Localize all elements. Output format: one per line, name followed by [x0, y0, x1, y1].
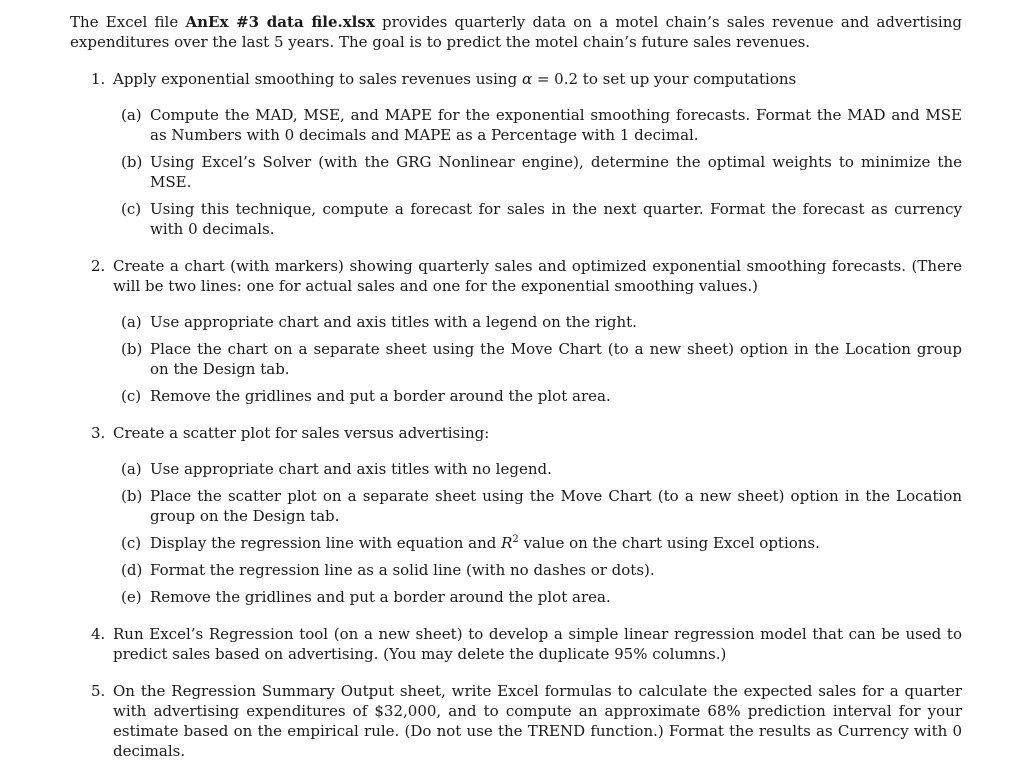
assignment-document	[70, 12, 962, 778]
subtask-text: Using this technique, compute a forecast for sales in the next quarter. Format the forecast as currency with 0 decimals.	[150, 200, 962, 238]
task-item-4	[70, 624, 962, 664]
task-text: Create a chart (with markers) showing quarterly sales and optimized exponential smoothing forecasts. (There will be two lines: one for actual sales and one for the exponential smoothing values.)	[113, 257, 962, 295]
subtask-text: Format the regression line as a solid line (with no dashes or dots).	[150, 561, 655, 579]
intro-paragraph	[70, 12, 962, 52]
task-text	[113, 69, 962, 89]
task-item-2	[70, 256, 962, 406]
r-squared-symbol: R	[501, 534, 513, 552]
subtask-letter: (a)	[121, 106, 142, 124]
subtask-item	[113, 587, 962, 607]
subtask-item	[113, 560, 962, 580]
task-number: 4.	[91, 625, 106, 643]
subtask-text: Use appropriate chart and axis titles with a legend on the right.	[150, 313, 637, 331]
subtask-item	[113, 312, 962, 332]
subtask-letter: (b)	[121, 153, 143, 171]
subtask-text: Using Excel’s Solver (with the GRG Nonlinear engine), determine the optimal weights to minimize the MSE.	[150, 153, 962, 191]
subtask-letter: (e)	[121, 588, 142, 606]
subtask-text: Place the chart on a separate sheet using the Move Chart (to a new sheet) option in the Location group on the Design tab.	[150, 340, 962, 378]
subtask-text-before: Display the regression line with equation and	[150, 534, 502, 552]
subtask-letter: (c)	[121, 534, 142, 552]
task-number: 1.	[91, 70, 106, 88]
task-number: 5.	[91, 682, 106, 700]
subtask-item	[113, 533, 962, 553]
task-item-1	[70, 69, 962, 239]
subtask-text: Use appropriate chart and axis titles with no legend.	[150, 460, 552, 478]
task-item-5	[70, 681, 962, 761]
task-text-after: = 0.2 to set up your computations	[532, 70, 797, 88]
subtask-item	[113, 339, 962, 379]
task-number: 3.	[91, 424, 106, 442]
subtask-item	[113, 486, 962, 526]
subtask-text-after: value on the chart using Excel options.	[518, 534, 820, 552]
subtask-list	[113, 459, 962, 607]
subtask-text: Place the scatter plot on a separate sheet using the Move Chart (to a new sheet) option in the Location group on the Design tab.	[150, 487, 962, 525]
task-text: Run Excel’s Regression tool (on a new sheet) to develop a simple linear regression model that can be used to predict sales based on advertising. (You may delete the duplicate 95% columns.)	[113, 625, 962, 663]
task-number: 2.	[91, 257, 106, 275]
task-item-3	[70, 423, 962, 607]
intro-text-before: The Excel file	[70, 13, 186, 31]
subtask-letter: (b)	[121, 487, 143, 505]
subtask-item	[113, 459, 962, 479]
subtask-text: Remove the gridlines and put a border around the plot area.	[150, 387, 611, 405]
subtask-item	[113, 105, 962, 145]
intro-text-after: provides quarterly data on a motel chain’s sales revenue and advertising expenditures over the last 5 years. The goal is to predict the motel chain’s future sales revenues.	[70, 13, 962, 51]
subtask-letter: (a)	[121, 313, 142, 331]
subtask-item	[113, 152, 962, 192]
subtask-letter: (c)	[121, 200, 142, 218]
subtask-letter: (c)	[121, 387, 142, 405]
subtask-list	[113, 312, 962, 406]
subtask-item	[113, 386, 962, 406]
subtask-text: Remove the gridlines and put a border around the plot area.	[150, 588, 611, 606]
subtask-letter: (b)	[121, 340, 143, 358]
subtask-letter: (d)	[121, 561, 143, 579]
alpha-symbol: α	[521, 70, 533, 88]
task-text: Create a scatter plot for sales versus advertising:	[113, 424, 490, 442]
subtask-letter: (a)	[121, 460, 142, 478]
subtask-list	[113, 105, 962, 239]
task-text: On the Regression Summary Output sheet, write Excel formulas to calculate the expected sales for a quarter with advertising expenditures of $32,000, and to compute an approximate 68% prediction interval for your estimate based on the empirical rule. (Do not use the TREND function.) Format the results as Currency with 0 decimals.	[113, 682, 962, 760]
task-list	[70, 69, 962, 761]
task-text-before: Apply exponential smoothing to sales revenues using	[113, 70, 522, 88]
subtask-text: Compute the MAD, MSE, and MAPE for the exponential smoothing forecasts. Format the MAD and MSE as Numbers with 0 decimals and MAPE as a Percentage with 1 decimal.	[150, 106, 962, 144]
subtask-item	[113, 199, 962, 239]
data-file-name: AnEx #3 data file.xlsx	[185, 13, 375, 31]
r-squared-exponent: 2	[512, 534, 519, 545]
